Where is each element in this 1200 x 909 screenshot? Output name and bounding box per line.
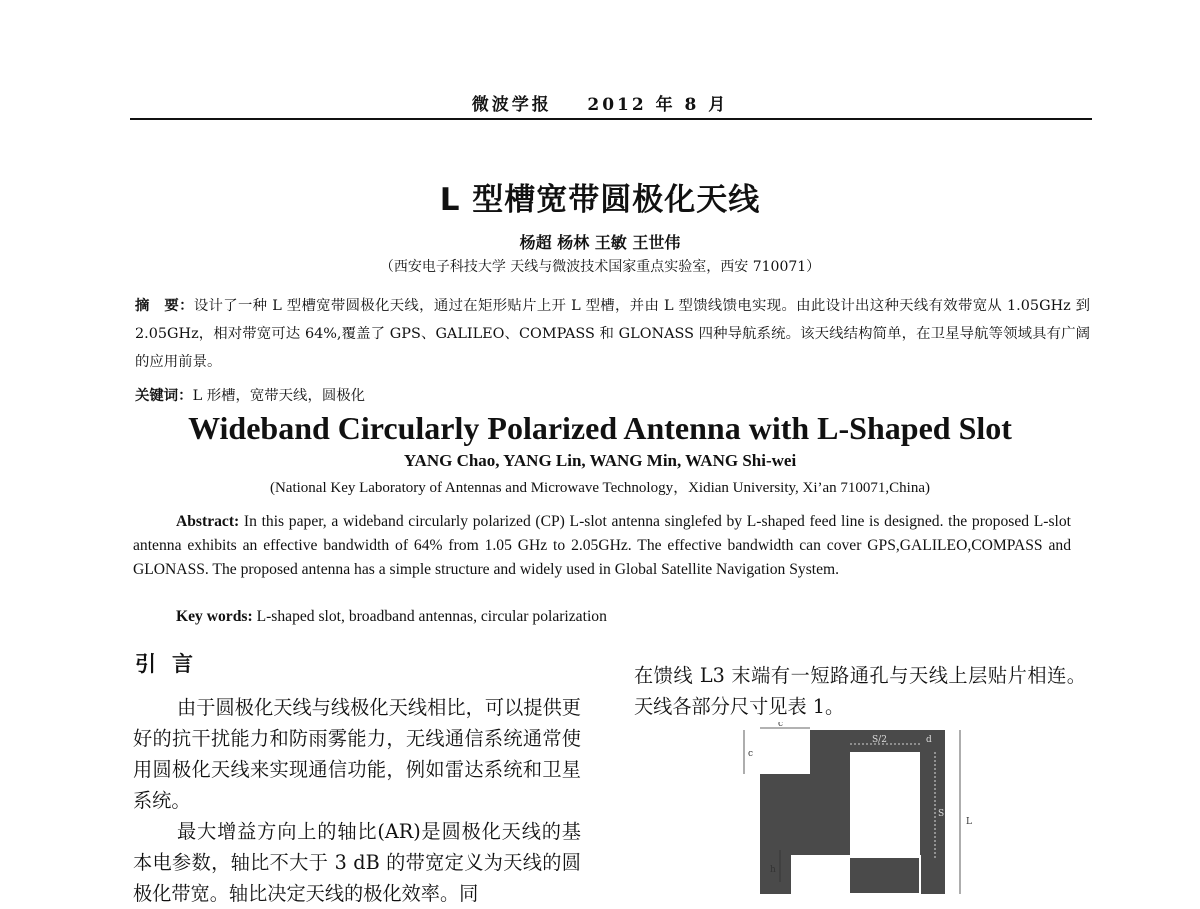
cn-title: L 型槽宽带圆极化天线: [439, 182, 761, 218]
corner-notch: [758, 728, 810, 774]
body-left-column: [133, 692, 581, 909]
en-abstract-label: Abstract:: [176, 513, 240, 530]
label-c-left: c: [748, 749, 754, 759]
feed-slot: [792, 856, 850, 894]
en-abstract-text: In this paper, a wideband circularly polarized (CP) L-slot antenna singlefed by L-shaped feed line is designed. the proposed L-slot antenna exhibits an effective bandwidth of 64% from 1.05 GHz to 2.05GHz. The effective bandwidth can cover GPS,GALILEO,COMPASS and GLONASS. The proposed antenna has a simple structure and widely used in Global Satellite Navigation System.: [133, 513, 1071, 578]
running-header: [0, 90, 1200, 115]
antenna-figure: [730, 722, 980, 894]
en-keywords-text: L-shaped slot, broadband antennas, circular polarization: [252, 608, 607, 625]
header-rule: [130, 118, 1092, 120]
journal-name: 微波学报: [471, 95, 552, 115]
cn-authors: 杨超 杨林 王敏 王世伟: [519, 233, 681, 252]
cn-keywords-label: 关键词：: [135, 388, 193, 404]
en-abstract: [133, 510, 1071, 582]
antenna-diagram: [730, 722, 980, 894]
body-right-column: [634, 660, 1086, 722]
cn-abstract-text: 设计了一种 L 型槽宽带圆极化天线，通过在矩形贴片上开 L 型槽，并由 L 型馈线馈电实现。由此设计出这种天线有效带宽从 1.05GHz 到 2.05GHz，相对带宽可达 64%,覆盖了 GPS、GALILEO、COMPASS 和 GLONASS 四种导航系统。该天线结构简单，在卫星导航等领域具有广阔的应用前景。: [135, 298, 1090, 370]
label-s-half: S/2: [872, 735, 887, 745]
en-title: Wideband Circularly Polarized Antenna with L-Shaped Slot: [188, 410, 1012, 446]
cn-keywords-text: L 形槽，宽带天线，圆极化: [192, 388, 366, 404]
label-l: L: [966, 817, 972, 827]
issue-date: 2012 年 8 月: [587, 95, 729, 115]
en-keywords: [176, 608, 607, 626]
en-keywords-label: Key words:: [176, 608, 253, 625]
en-authors: YANG Chao, YANG Lin, WANG Min, WANG Shi-wei: [403, 451, 797, 470]
section-title: 引言: [135, 652, 209, 676]
cn-keywords: [135, 384, 1090, 405]
l-slot-vertical: [850, 752, 920, 858]
label-h: h: [770, 865, 776, 875]
label-s: S: [938, 809, 945, 819]
cn-abstract: [135, 292, 1090, 376]
cn-abstract-label: 摘 要：: [135, 298, 194, 314]
body-paragraph: 由于圆极化天线与线极化天线相比，可以提供更好的抗干扰能力和防雨雾能力，无线通信系统通常使用圆极化天线来实现通信功能，例如雷达系统和卫星系统。: [133, 696, 581, 812]
label-d: d: [926, 735, 932, 745]
label-c-top: c: [778, 722, 784, 729]
cn-affiliation: （西安电子科技大学 天线与微波技术国家重点实验室，西安 710071）: [379, 259, 821, 275]
en-affiliation: (National Key Laboratory of Antennas and Microwave Technology，Xidian University, Xi’an 710071,China): [269, 480, 931, 496]
body-paragraph: 在馈线 L3 末端有一短路通孔与天线上层贴片相连。天线各部分尺寸见表 1。: [634, 664, 1086, 718]
body-paragraph: 最大增益方向上的轴比(AR)是圆极化天线的基本电参数，轴比不大于 3 dB 的带宽定义为天线的圆极化带宽。轴比决定天线的极化效率。同: [133, 820, 581, 905]
